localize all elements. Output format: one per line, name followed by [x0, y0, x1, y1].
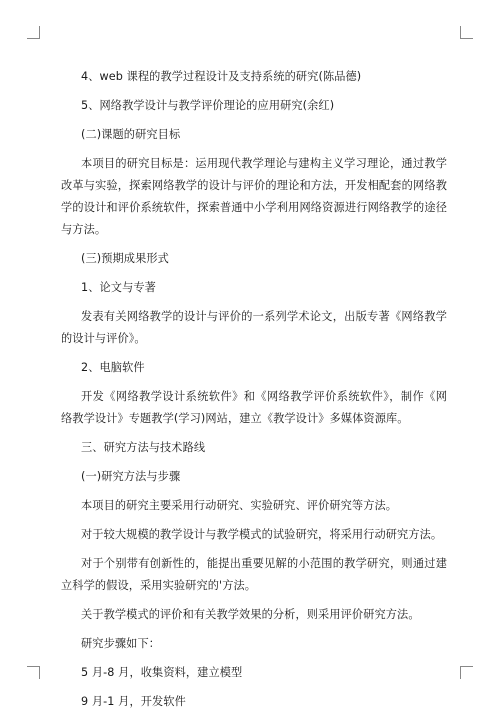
section-heading-methods-route: 三、研究方法与技术路线: [81, 441, 206, 454]
step-item-1: 5 月-8 月，收集资料，建立模型: [81, 666, 243, 679]
paragraph-papers-monographs: 发表有关网络教学的设计与评价的一系列学术论文，出版专著《网络教学的设计与评价》。: [61, 310, 447, 345]
section-heading-expected-outcomes: (三)预期成果形式: [81, 252, 169, 265]
paragraph-research-goal: 本项目的研究目标是：运用现代教学理论与建构主义学习理论，通过教学改革与实验，探索网络教学的设计与评价的理论和方法，开发相配套的网络教学的设计和评价系统软件，探索普通中小学利用网络资源进行网络教学的途径与方法。: [61, 157, 447, 236]
step-item-2: 9 月-1 月，开发软件: [81, 695, 186, 708]
crop-mark-top-left: [27, 26, 40, 39]
subheading-computer-software: 2、电脑软件: [81, 361, 145, 374]
subheading-methods-steps: (一)研究方法与步骤: [81, 470, 181, 483]
document-body: [61, 66, 447, 720]
list-item-subproject-4: 4、web 课程的教学过程设计及支持系统的研究(陈品德): [81, 70, 362, 83]
crop-mark-top-right: [460, 26, 473, 39]
paragraph-methods-overview: 本项目的研究主要采用行动研究、实验研究、评价研究等方法。: [81, 499, 398, 512]
crop-mark-bottom-right: [460, 666, 473, 679]
paragraph-experimental-research: 对于个别带有创新性的，能提出重要见解的小范围的教学研究，则通过建立科学的假设，采用实验研究的'方法。: [61, 557, 447, 592]
crop-mark-bottom-left: [27, 666, 40, 679]
section-heading-research-goal: (二)课题的研究目标: [81, 128, 181, 141]
list-item-subproject-5: 5、网络教学设计与教学评价理论的应用研究(余红): [81, 99, 335, 112]
paragraph-computer-software: 开发《网络教学设计系统软件》和《网络教学评价系统软件》，制作《网络教学设计》专题教学(学习)网站，建立《教学设计》多媒体资源库。: [61, 390, 447, 425]
paragraph-steps-intro: 研究步骤如下：: [81, 637, 161, 650]
subheading-papers-monographs: 1、论文与专著: [81, 281, 156, 294]
paragraph-evaluation-research: 关于教学模式的评价和有关教学效果的分析，则采用评价研究方法。: [81, 608, 420, 621]
paragraph-action-research: 对于较大规模的教学设计与教学模式的试验研究，将采用行动研究方法。: [81, 528, 443, 541]
